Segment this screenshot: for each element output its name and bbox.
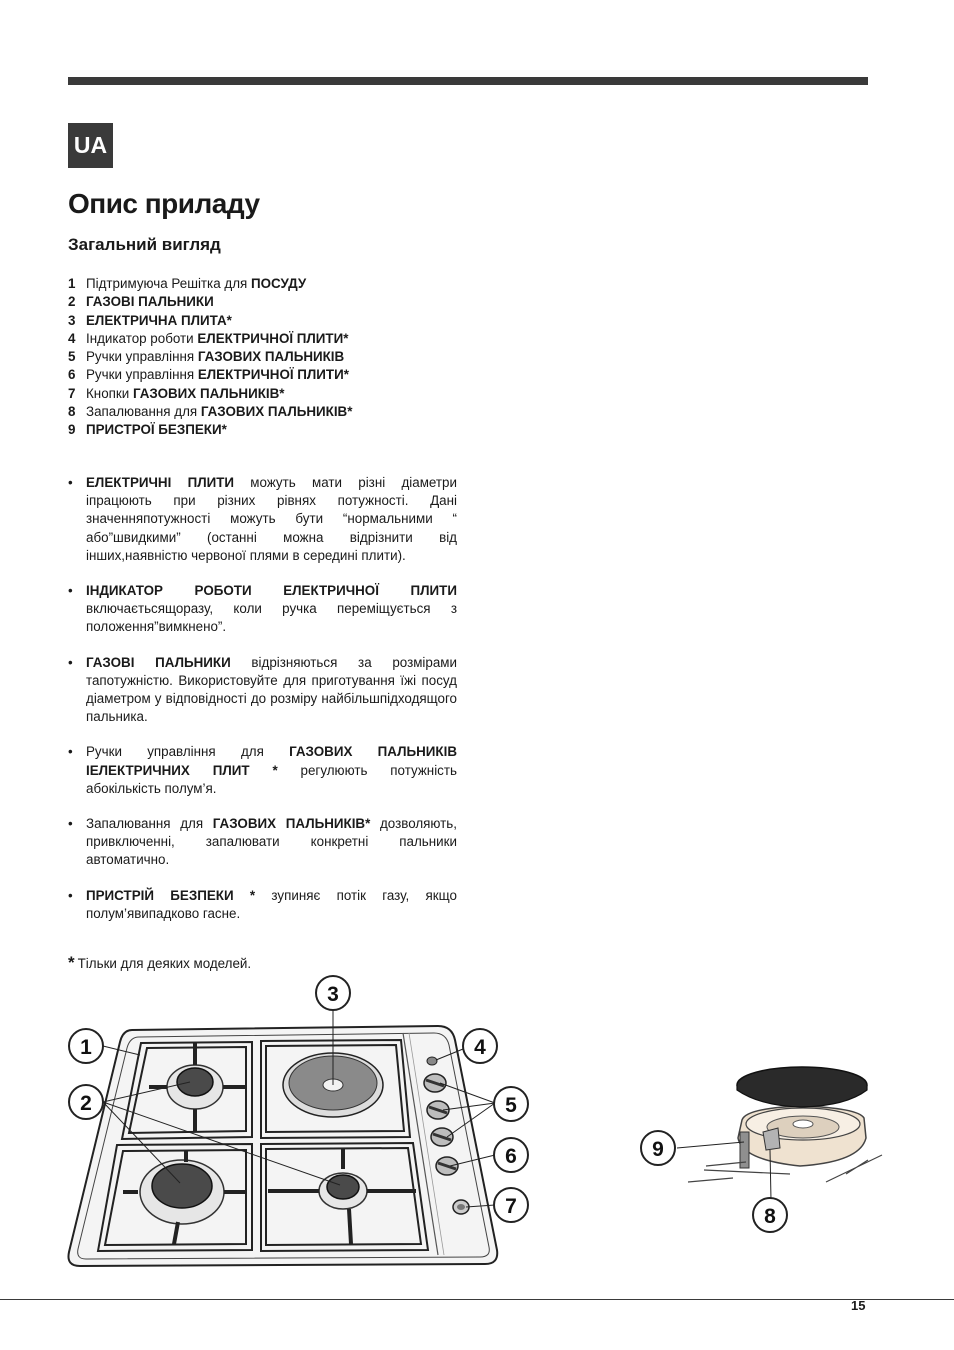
callout-3 (316, 976, 350, 1010)
note-item: • ПРИСТРІЙ БЕЗПЕКИ * зупиняє потік газу, якщо полум’явипадково гасне. (68, 887, 457, 921)
bottom-rule (0, 1299, 954, 1300)
note-item: • ЕЛЕКТРИЧНІ ПЛИТИ можуть мати різні діаметри іпрацюють при різних рівнях потужності. Дані значенняпотужності можуть бути “нормальними “ або”швидкими” (останні можна відрізнити від інших,наявністю червоної плями в середині плити). (68, 475, 457, 563)
callout-7 (494, 1188, 528, 1222)
note-item: • ІНДИКАТОР РОБОТИ ЕЛЕКТРИЧНОЇ ПЛИТИ включаєтьсящоразу, коли ручка переміщується з положення”вимкнено”. (68, 583, 457, 635)
list-item: 4 Індикатор роботи ЕЛЕКТРИЧНОЇ ПЛИТИ* (68, 330, 349, 346)
list-item: 6 Ручки управління ЕЛЕКТРИЧНОЇ ПЛИТИ* (68, 367, 349, 383)
list-item: 2 ГАЗОВІ ПАЛЬНИКИ (68, 294, 214, 310)
section-title: Загальний вигляд (68, 235, 221, 254)
hob-illustration (68, 1026, 497, 1266)
bullet-icon: • (68, 744, 73, 760)
bullet-icon: • (68, 475, 73, 490)
bullet-icon: • (68, 887, 73, 903)
callout-2 (69, 1085, 103, 1119)
note-item: • Запалювання для ГАЗОВИХ ПАЛЬНИКІВ* дозволяють, привключенні, запалювати конкретні пальники автоматично. (68, 816, 458, 868)
spark-plug-icon (763, 1128, 780, 1150)
indicator-light-icon (427, 1057, 437, 1065)
list-item: 7 Кнопки ГАЗОВИХ ПАЛЬНИКІВ* (68, 385, 285, 401)
burner-detail-illustration (677, 1067, 882, 1200)
svg-text:3: 3 (327, 983, 339, 1006)
list-item: 5 Ручки управління ГАЗОВИХ ПАЛЬНИКІВ (68, 349, 345, 365)
page-title: Опис приладу (68, 188, 260, 219)
list-item: 3 ЕЛЕКТРИЧНА ПЛИТА* (68, 312, 232, 328)
language-badge: UA (68, 123, 113, 168)
page-number: 15 (851, 1298, 866, 1313)
svg-text:2: 2 (80, 1092, 92, 1115)
note-item: • ГАЗОВІ ПАЛЬНИКИ відрізняються за розмірами тапотужністю. Використовуйте для приготування їжі посуд діаметром у відповідності до розміру найбільшпідходящого пальника. (68, 654, 457, 725)
callout-1 (69, 1029, 103, 1063)
svg-text:9: 9 (652, 1138, 664, 1161)
callout-6 (494, 1138, 528, 1172)
note-item: • Ручки управління для ГАЗОВИХ ПАЛЬНИКІВ ІЕЛЕКТРИЧНИХ ПЛИТ * регулюють потужність абокількість полум’я. (68, 744, 457, 796)
footnote: * Тільки для деяких моделей. (68, 953, 252, 972)
list-item: 8 Запалювання для ГАЗОВИХ ПАЛЬНИКІВ* (68, 404, 353, 420)
bullet-icon: • (68, 816, 73, 832)
callout-9 (641, 1131, 675, 1165)
svg-text:5: 5 (505, 1094, 517, 1117)
callout-4 (463, 1029, 497, 1063)
bullet-icon: • (68, 583, 73, 599)
svg-text:4: 4 (474, 1036, 486, 1059)
callout-8 (753, 1198, 787, 1232)
bullet-icon: • (68, 654, 73, 670)
list-item: 1 Підтримуюча Решітка для ПОСУДУ (68, 276, 307, 291)
callout-5 (494, 1087, 528, 1121)
svg-text:7: 7 (505, 1195, 517, 1218)
svg-text:1: 1 (80, 1036, 92, 1059)
svg-text:8: 8 (764, 1205, 776, 1228)
list-item: 9 ПРИСТРОЇ БЕЗПЕКИ* (68, 422, 227, 438)
svg-text:6: 6 (505, 1145, 517, 1168)
